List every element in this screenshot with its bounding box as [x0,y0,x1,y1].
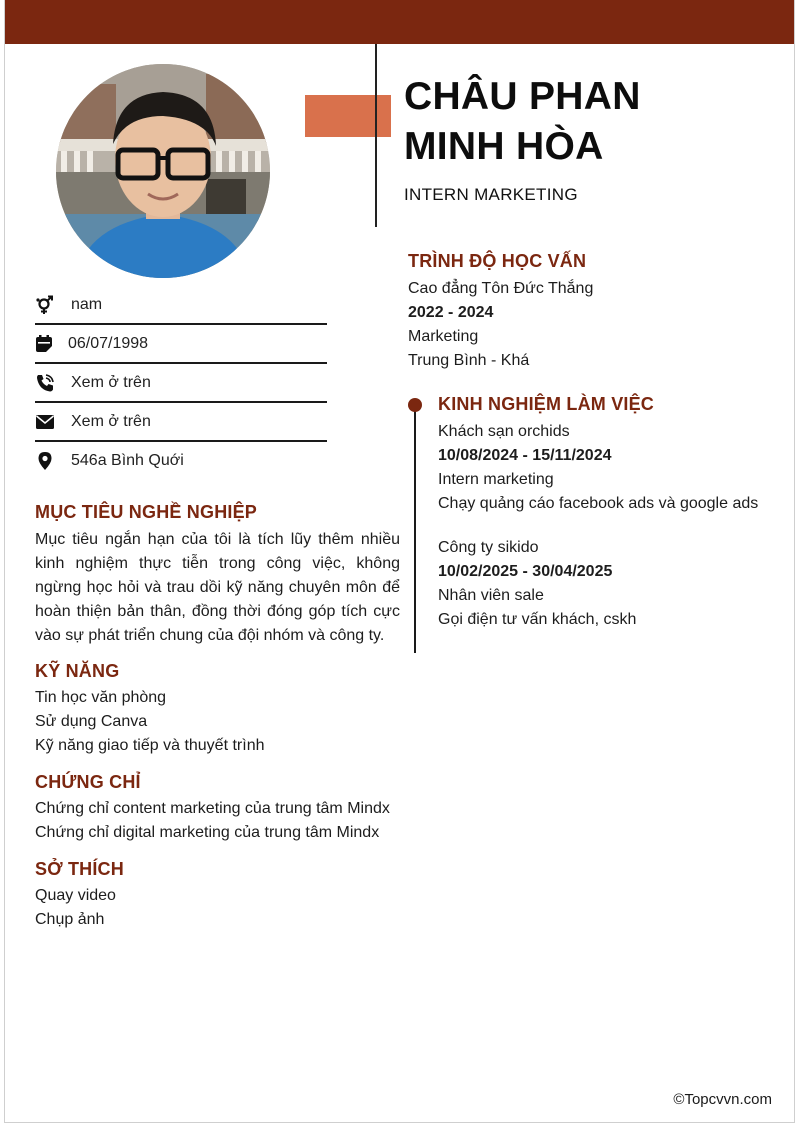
skill-item: Tin học văn phòng [35,689,167,706]
education-school: Cao đẳng Tôn Đức Thắng [408,280,594,297]
hobbies-section [35,859,124,932]
skill-item: Sử dụng Canva [35,713,148,730]
contact-gender [35,286,327,325]
email-value: Xem ở trên [71,412,151,430]
contact-phone [35,364,327,403]
address-value: 546a Bình Quới [71,451,184,469]
top-banner [5,0,794,44]
experience-title: KINH NGHIỆM LÀM VIỆC [438,394,655,414]
name-accent-block [305,95,391,137]
skills-section [35,661,264,758]
experience-section [438,394,788,652]
hobbies-title: SỞ THÍCH [35,859,124,879]
birthday-value: 06/07/1998 [68,334,149,352]
objective-title: MỤC TIÊU NGHỀ NGHIỆP [35,502,258,522]
education-period: 2022 - 2024 [408,304,494,321]
job-entry [438,536,788,632]
phone-icon [35,373,71,393]
cv-page [4,0,795,1123]
skills-title: KỸ NĂNG [35,661,120,681]
full-name: CHÂU PHAN MINH HÒA [404,75,641,168]
job-entry [438,420,788,516]
job-description: Chạy quảng cáo facebook ads và google ads [438,495,759,512]
objective-text: Mục tiêu ngắn hạn của tôi là tích lũy thêm nhiều kinh nghiệm thực tiễn trong công việc, không ngừng học hỏi và trau dồi kỹ năng chuyên môn để hoàn thiện bản thân, đồng thời đóng góp tích cực vào sự phát triển chung của đội nhóm và công ty. [35,531,400,644]
contact-birthday [35,325,327,364]
skill-item: Kỹ năng giao tiếp và thuyết trình [35,737,265,754]
education-major: Marketing [408,328,479,345]
phone-value: Xem ở trên [71,373,151,391]
certificates-section [35,772,390,845]
contact-address [35,442,327,479]
job-period: 10/02/2025 - 30/04/2025 [438,563,613,580]
certificate-item: Chứng chỉ digital marketing của trung tâm Mindx [35,824,380,841]
job-title: INTERN MARKETING [404,185,578,204]
job-company: Công ty sikido [438,539,539,556]
name-divider [375,44,377,227]
location-pin-icon [35,451,71,471]
job-position: Nhân viên sale [438,587,544,604]
profile-photo [56,64,270,278]
hobby-item: Quay video [35,887,116,904]
education-section [408,251,593,373]
education-grade: Trung Bình - Khá [408,352,530,369]
objective-section [35,502,400,648]
copyright-link[interactable]: ©Topcvvn.com [673,1091,772,1108]
certificate-item: Chứng chỉ content marketing của trung tâm Mindx [35,800,390,817]
email-icon [35,412,71,432]
job-description: Gọi điện tư vấn khách, cskh [438,611,637,628]
calendar-icon [35,334,68,354]
hobby-item: Chụp ảnh [35,911,105,928]
experience-timeline [414,405,416,653]
avatar [56,64,270,278]
job-period: 10/08/2024 - 15/11/2024 [438,447,612,464]
job-position: Intern marketing [438,471,554,488]
education-title: TRÌNH ĐỘ HỌC VẤN [408,251,587,271]
certificates-title: CHỨNG CHỈ [35,772,141,792]
timeline-dot [408,398,422,412]
gender-icon [35,295,71,315]
gender-value: nam [71,295,103,313]
job-company: Khách sạn orchids [438,423,570,440]
contact-email [35,403,327,442]
contact-list [35,286,327,479]
